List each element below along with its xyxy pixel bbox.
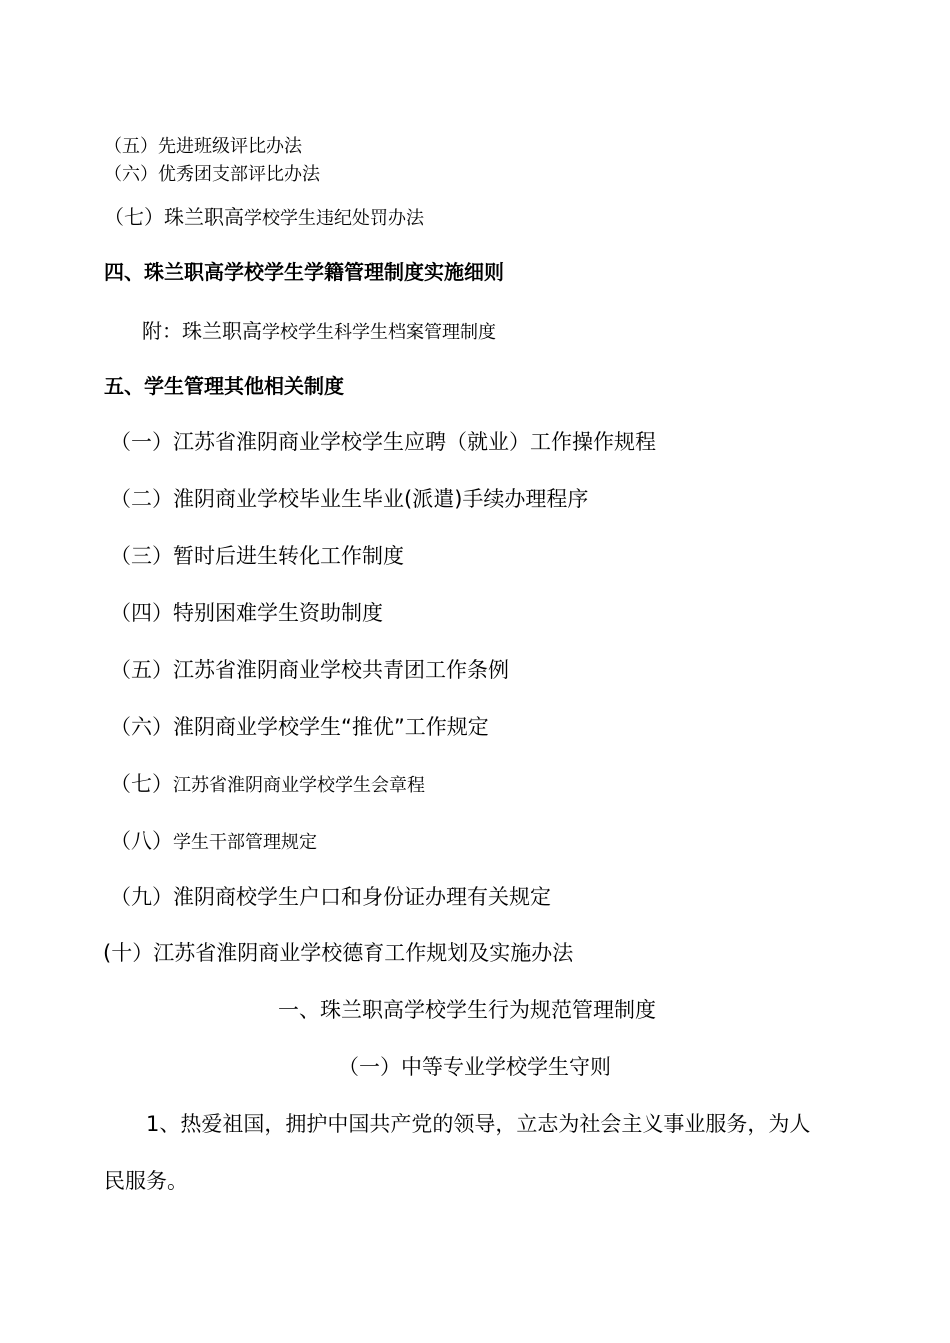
chapter-subtitle: （一）中等专业学校学生守则 — [338, 1055, 611, 1079]
list-item-lead: （七） — [110, 772, 173, 796]
list-item-lead: （七）珠兰职高 — [104, 205, 244, 229]
chapter-title: 一、珠兰职高学校学生行为规范管理制度 — [278, 998, 656, 1022]
list-item: （六）优秀团支部评比办法 — [104, 164, 320, 185]
paragraph-line: 民服务。 — [104, 1169, 188, 1193]
list-item: （三）暂时后进生转化工作制度 — [110, 544, 404, 568]
list-item-rest: 学校学生违纪处罚办法 — [244, 208, 424, 229]
list-item: （五）江苏省淮阴商业学校共青团工作条例 — [110, 658, 509, 682]
list-item: (十）江苏省淮阴商业学校德育工作规划及实施办法 — [103, 941, 574, 965]
list-item-rest: 学生干部管理规定 — [173, 832, 317, 853]
list-item: （九）淮阴商校学生户口和身份证办理有关规定 — [110, 885, 551, 909]
list-item — [110, 774, 425, 795]
appendix-line — [142, 321, 496, 342]
list-item-rest: 江苏省淮阴商业学校学生会章程 — [173, 775, 425, 796]
list-item-lead: （八） — [110, 829, 173, 853]
appendix-lead: 附：珠兰职高 — [142, 319, 262, 343]
appendix-rest: 学校学生科学生档案管理制度 — [262, 322, 496, 343]
list-item — [104, 207, 424, 228]
list-item — [110, 831, 317, 852]
paragraph-line: 1、热爱祖国，拥护中国共产党的领导，立志为社会主义事业服务，为人 — [146, 1112, 811, 1136]
list-item: （一）江苏省淮阴商业学校学生应聘（就业）工作操作规程 — [110, 430, 656, 454]
list-item: （二）淮阴商业学校毕业生毕业(派遣)手续办理程序 — [110, 487, 589, 511]
list-item: （四）特别困难学生资助制度 — [110, 601, 383, 625]
list-item: （六）淮阴商业学校学生“推优”工作规定 — [110, 715, 489, 739]
list-item: （五）先进班级评比办法 — [104, 136, 302, 157]
section-heading: 四、珠兰职高学校学生学籍管理制度实施细则 — [104, 260, 504, 284]
section-heading: 五、学生管理其他相关制度 — [104, 374, 344, 398]
